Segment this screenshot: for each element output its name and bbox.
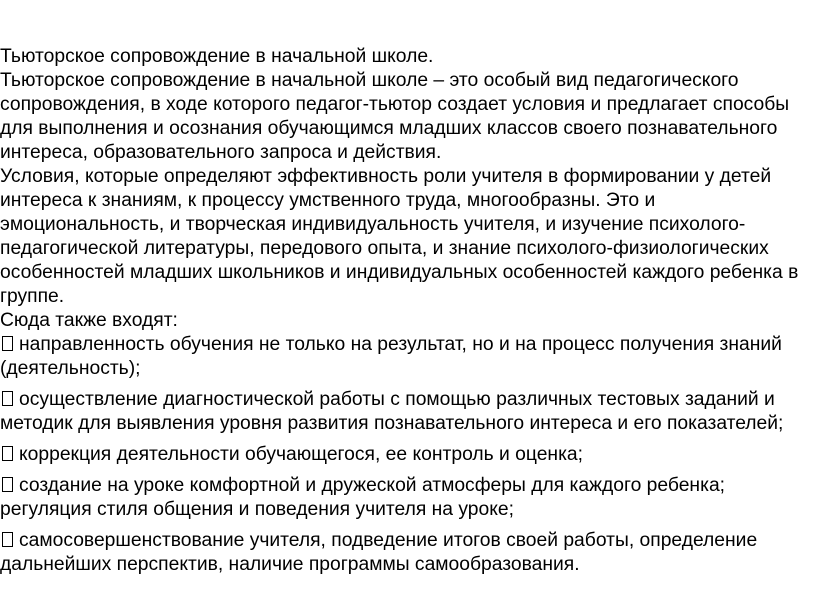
list-item bbox=[0, 333, 812, 381]
document-title: Тьюторское сопровождение в начальной школе. bbox=[0, 46, 434, 67]
missing-glyph-box-icon bbox=[2, 477, 13, 492]
document-page bbox=[0, 45, 812, 577]
list-item-text: создание на уроке комфортной и дружеской атмосферы для каждого ребенка; регуляция стиля общения и поведения учителя на уроке; bbox=[0, 475, 726, 520]
list-item-text: направленность обучения не только на результат, но и на процесс получения знаний (деятельность); bbox=[0, 334, 782, 379]
list-item bbox=[0, 443, 812, 467]
list-item bbox=[0, 474, 812, 522]
conditions-paragraph: Условия, которые определяют эффективность роли учителя в формировании у детей интереса к знаниям, к процессу умственного труда, многообразны. Это и эмоциональность, и творческая индивидуальность учителя, и изучение психолого-педагогической литературы, передового опыта, и знание психолого-физиологических особенностей младших школьников и индивидуальных особенностей каждого ребенка в группе. bbox=[0, 166, 799, 307]
intro-paragraph: Тьюторское сопровождение в начальной школе – это особый вид педагогического сопровождения, в ходе которого педагог-тьютор создает условия и предлагает способы для выполнения и осознания обучающимся младших классов своего познавательного интереса, образовательного запроса и действия. bbox=[0, 70, 790, 163]
list-item-text: самосовершенствование учителя, подведение итогов своей работы, определение дальнейших перспектив, наличие программы самообразования. bbox=[0, 530, 758, 575]
list-item-text: осуществление диагностической работы с помощью различных тестовых заданий и методик для выявления уровня развития познавательного интереса и его показателей; bbox=[0, 389, 784, 434]
list-heading: Сюда также входят: bbox=[0, 310, 178, 331]
list-item-text: коррекция деятельности обучающегося, ее контроль и оценка; bbox=[19, 444, 584, 465]
list-item bbox=[0, 388, 812, 436]
missing-glyph-box-icon bbox=[2, 391, 13, 406]
missing-glyph-box-icon bbox=[2, 336, 13, 351]
missing-glyph-box-icon bbox=[2, 446, 13, 461]
bullet-list bbox=[0, 333, 812, 577]
missing-glyph-box-icon bbox=[2, 532, 13, 547]
list-item bbox=[0, 529, 812, 577]
